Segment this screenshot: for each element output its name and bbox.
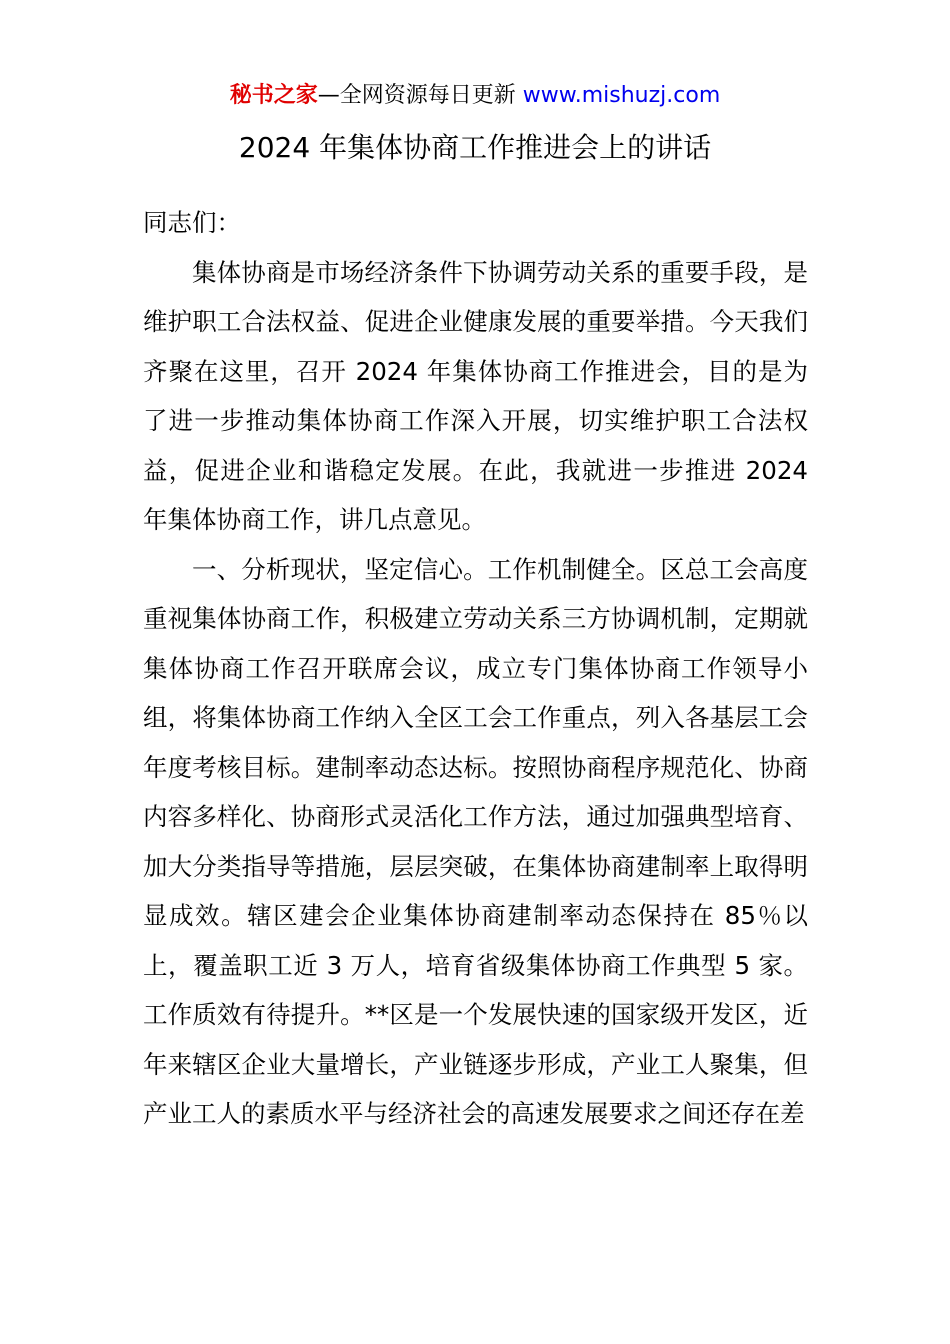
paragraph-section-one: 一、分析现状，坚定信心。工作机制健全。区总工会高度重视集体协商工作，积极建立劳动关系三方协调机制，定期就集体协商工作召开联席会议，成立专门集体协商工作领导小组，将集体协商工作纳入全区工会工作重点，列入各基层工会年度考核目标。建制率动态达标。按照协商程序规范化、协商内容多样化、协商形式灵活化工作方法，通过加强典型培育、加大分类指导等措施，层层突破，在集体协商建制率上取得明显成效。辖区建会企业集体协商建制率动态保持在 85％以上，覆盖职工近 3 万人，培育省级集体协商工作典型 5 家。工作质效有待提升。**区是一个发展快速的国家级开发区，近年来辖区企业大量增长，产业链逐步形成，产业工人聚集，但产业工人的素质水平与经济社会的高速发展要求之间还存在差: [143, 554, 808, 1128]
brand-name: 秘书之家: [229, 83, 318, 108]
paragraph-intro: 集体协商是市场经济条件下协调劳动关系的重要手段，是维护职工合法权益、促进企业健康发展的重要举措。今天我们齐聚在这里，召开 2024 年集体协商工作推进会，目的是为了进一步推动集体协商工作深入开展，切实维护职工合法权益，促进企业和谐稳定发展。在此，我就进一步推进 2024 年集体协商工作，讲几点意见。: [143, 257, 808, 534]
site-url-link[interactable]: www.mishuzj.com: [522, 83, 721, 108]
site-header: [0, 80, 950, 112]
document-body: [143, 198, 808, 1139]
header-tagline: —全网资源每日更新: [317, 83, 523, 108]
salutation: 同志们：: [143, 208, 241, 237]
document-title: 2024 年集体协商工作推进会上的讲话: [238, 131, 712, 164]
